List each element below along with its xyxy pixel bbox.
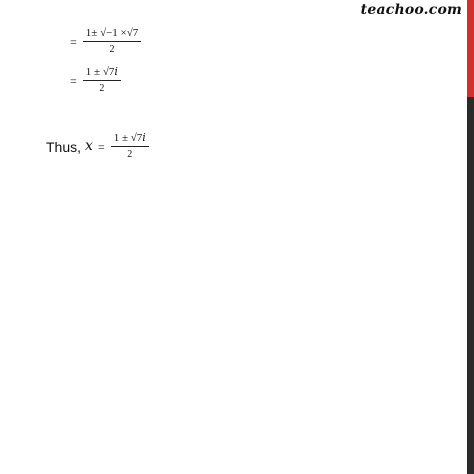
fraction-numerator: 1 ± √7𝑖 (83, 67, 121, 81)
conclusion-line (46, 133, 149, 160)
fraction-denominator: 2 (109, 44, 115, 55)
brand-logo (361, 2, 462, 18)
equation-step-1 (70, 28, 141, 55)
fraction (111, 133, 149, 160)
equals-sign: = (97, 139, 105, 154)
fraction-denominator: 2 (99, 83, 105, 94)
conclusion-prefix: Thus, (46, 138, 82, 155)
fraction-numerator: 1 ± √7𝑖 (111, 133, 149, 147)
side-accent-bar-dark (467, 97, 474, 474)
brand-logo-text: teachoo.com (360, 2, 462, 18)
fraction-denominator: 2 (127, 149, 133, 160)
equals-sign: = (70, 34, 77, 49)
variable-x: 𝑥 (85, 138, 93, 154)
fraction (83, 28, 142, 55)
equation-step-2 (70, 67, 121, 94)
fraction-numerator: 1± √−1 ×√7 (83, 28, 142, 42)
side-accent-bar-red (467, 0, 474, 97)
fraction (83, 67, 121, 94)
equals-sign: = (70, 73, 77, 88)
